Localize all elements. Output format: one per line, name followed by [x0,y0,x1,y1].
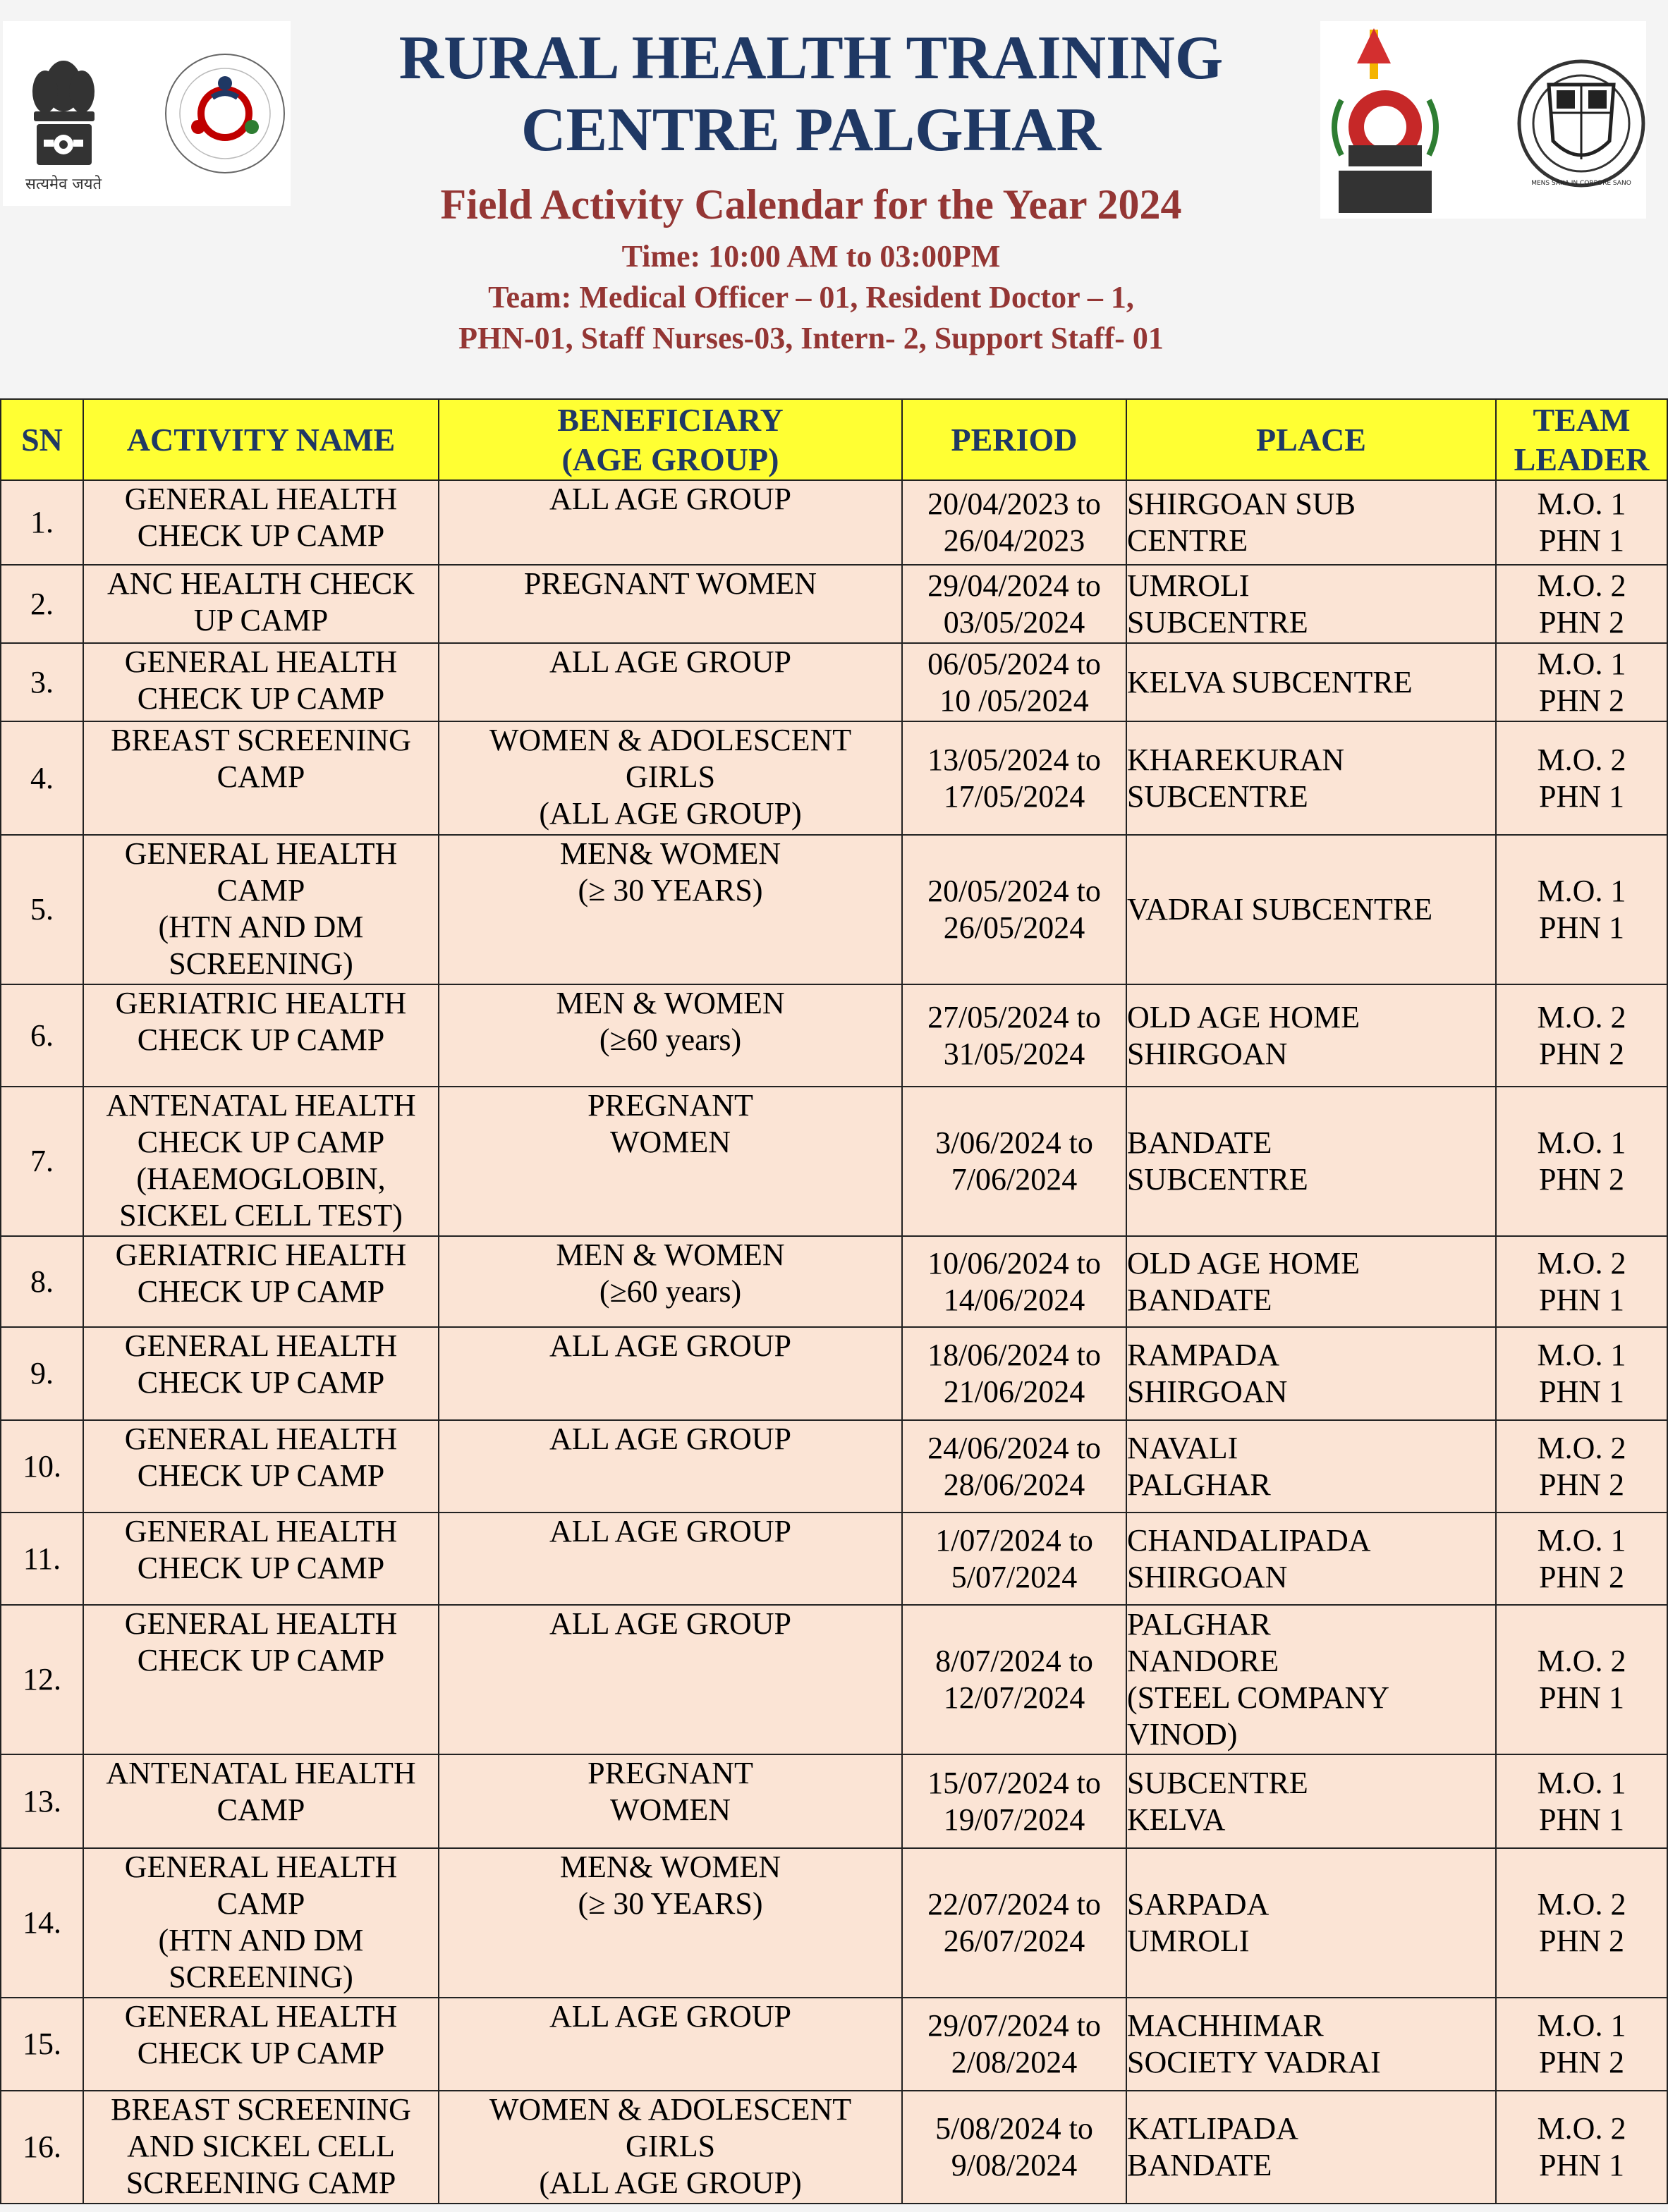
time-line: Time: 10:00 AM to 03:00PM [621,239,1001,274]
row-period: 1/07/2024 to 5/07/2024 [902,1513,1126,1605]
row-sn: 11. [1,1513,83,1605]
row-sn: 1. [1,480,83,565]
table-row [1,721,1667,835]
row-beneficiary: WOMEN & ADOLESCENT GIRLS (ALL AGE GROUP) [439,721,902,835]
table-row [1,1605,1667,1754]
row-period: 27/05/2024 to 31/05/2024 [902,984,1126,1087]
row-period: 3/06/2024 to 7/06/2024 [902,1087,1126,1236]
row-beneficiary: ALL AGE GROUP [439,1998,902,2091]
row-activity: BREAST SCREENING CAMP [83,721,439,835]
row-period: 10/06/2024 to 14/06/2024 [902,1236,1126,1327]
table-row [1,1513,1667,1605]
table-row [1,2091,1667,2204]
table-row [1,1754,1667,1848]
calendar-subtitle: Field Activity Calendar for the Year 2024 [440,181,1182,228]
row-team-leader: M.O. 1 PHN 1 [1496,1327,1667,1420]
title-line-2: CENTRE PALGHAR [521,96,1102,164]
row-sn: 16. [1,2091,83,2204]
row-place: OLD AGE HOME BANDATE [1126,1236,1496,1327]
row-beneficiary: ALL AGE GROUP [439,1420,902,1513]
row-activity: GERIATRIC HEALTH CHECK UP CAMP [83,984,439,1087]
row-place: KELVA SUBCENTRE [1126,643,1496,721]
table-row [1,1420,1667,1513]
row-place: SUBCENTRE KELVA [1126,1754,1496,1848]
title-line-1: RURAL HEALTH TRAINING [398,24,1224,92]
row-team-leader: M.O. 2 PHN 1 [1496,1236,1667,1327]
row-activity: ANTENATAL HEALTH CHECK UP CAMP (HAEMOGLOBIN, SICKEL CELL TEST) [83,1087,439,1236]
table-row [1,1087,1667,1236]
row-team-leader: M.O. 1 PHN 2 [1496,1998,1667,2091]
national-emblem-logo [3,21,291,206]
row-team-leader: M.O. 1 PHN 2 [1496,1513,1667,1605]
row-sn: 13. [1,1754,83,1848]
header-team-leader: TEAM LEADER [1496,399,1667,480]
row-activity: GENERAL HEALTH CHECK UP CAMP [83,1420,439,1513]
row-beneficiary: WOMEN & ADOLESCENT GIRLS (ALL AGE GROUP) [439,2091,902,2204]
row-sn: 15. [1,1998,83,2091]
page-title [310,23,1312,166]
row-beneficiary: ALL AGE GROUP [439,480,902,565]
row-sn: 7. [1,1087,83,1236]
row-team-leader: M.O. 2 PHN 2 [1496,984,1667,1087]
row-team-leader: M.O. 2 PHN 1 [1496,1605,1667,1754]
row-activity: GENERAL HEALTH CHECK UP CAMP [83,1513,439,1605]
row-place: SARPADA UMROLI [1126,1848,1496,1998]
row-sn: 3. [1,643,83,721]
emblem-caption: सत्यमेव जयते [25,176,102,193]
row-team-leader: M.O. 2 PHN 2 [1496,1420,1667,1513]
row-period: 13/05/2024 to 17/05/2024 [902,721,1126,835]
table-row [1,1998,1667,2091]
row-place: KATLIPADA BANDATE [1126,2091,1496,2204]
row-place: NAVALI PALGHAR [1126,1420,1496,1513]
crest-logo-icon [1327,21,1440,219]
table-row [1,984,1667,1087]
row-beneficiary: MEN& WOMEN (≥ 30 YEARS) [439,835,902,984]
row-beneficiary: ALL AGE GROUP [439,643,902,721]
row-beneficiary: PREGNANT WOMEN [439,1754,902,1848]
table-row [1,1236,1667,1327]
row-sn: 12. [1,1605,83,1754]
row-period: 24/06/2024 to 28/06/2024 [902,1420,1126,1513]
row-period: 06/05/2024 to 10 /05/2024 [902,643,1126,721]
header-activity: ACTIVITY NAME [83,399,439,480]
document-header [0,0,1668,395]
row-activity: GENERAL HEALTH CHECK UP CAMP [83,1327,439,1420]
team-info [310,236,1312,359]
row-place: CHANDALIPADA SHIRGOAN [1126,1513,1496,1605]
table-row [1,480,1667,565]
row-place: MACHHIMAR SOCIETY VADRAI [1126,1998,1496,2091]
row-team-leader: M.O. 2 PHN 1 [1496,2091,1667,2204]
row-place: BANDATE SUBCENTRE [1126,1087,1496,1236]
row-place: UMROLI SUBCENTRE [1126,565,1496,643]
row-beneficiary: ALL AGE GROUP [439,1327,902,1420]
row-period: 15/07/2024 to 19/07/2024 [902,1754,1126,1848]
row-period: 29/04/2024 to 03/05/2024 [902,565,1126,643]
row-activity: BREAST SCREENING AND SICKEL CELL SCREENING CAMP [83,2091,439,2204]
row-place: RAMPADA SHIRGOAN [1126,1327,1496,1420]
row-sn: 9. [1,1327,83,1420]
row-activity: GENERAL HEALTH CAMP (HTN AND DM SCREENING) [83,1848,439,1998]
row-period: 8/07/2024 to 12/07/2024 [902,1605,1126,1754]
row-period: 18/06/2024 to 21/06/2024 [902,1327,1126,1420]
row-team-leader: M.O. 1 PHN 1 [1496,1754,1667,1848]
row-activity: GENERAL HEALTH CHECK UP CAMP [83,1605,439,1754]
school-crest-icon [1519,61,1643,187]
table-row [1,835,1667,984]
row-period: 29/07/2024 to 2/08/2024 [902,1998,1126,2091]
header-beneficiary: BENEFICIARY (AGE GROUP) [439,399,902,480]
team-line-2: PHN-01, Staff Nurses-03, Intern- 2, Support Staff- 01 [458,321,1164,355]
row-sn: 6. [1,984,83,1087]
row-place: SHIRGOAN SUB CENTRE [1126,480,1496,565]
row-sn: 5. [1,835,83,984]
row-sn: 8. [1,1236,83,1327]
row-team-leader: M.O. 2 PHN 2 [1496,1848,1667,1998]
row-beneficiary: MEN & WOMEN (≥60 years) [439,984,902,1087]
row-sn: 4. [1,721,83,835]
row-team-leader: M.O. 1 PHN 2 [1496,643,1667,721]
row-place: PALGHAR NANDORE (STEEL COMPANY VINOD) [1126,1605,1496,1754]
row-place: KHAREKURAN SUBCENTRE [1126,721,1496,835]
row-team-leader: M.O. 1 PHN 2 [1496,1087,1667,1236]
row-beneficiary: MEN& WOMEN (≥ 30 YEARS) [439,1848,902,1998]
row-beneficiary: PREGNANT WOMEN [439,565,902,643]
row-period: 5/08/2024 to 9/08/2024 [902,2091,1126,2204]
row-period: 20/05/2024 to 26/05/2024 [902,835,1126,984]
row-place: VADRAI SUBCENTRE [1126,835,1496,984]
header-place: PLACE [1126,399,1496,480]
row-activity: GENERAL HEALTH CHECK UP CAMP [83,1998,439,2091]
table-row [1,1848,1667,1998]
table-row [1,565,1667,643]
rhtc-logo-icon [166,54,284,173]
row-period: 22/07/2024 to 26/07/2024 [902,1848,1126,1998]
team-line-1: Team: Medical Officer – 01, Resident Doctor – 1, [488,280,1134,314]
school-crest-motto: MENS SANA IN CORPORE SANO [1531,180,1631,187]
row-beneficiary: ALL AGE GROUP [439,1513,902,1605]
row-team-leader: M.O. 2 PHN 2 [1496,565,1667,643]
row-place: OLD AGE HOME SHIRGOAN [1126,984,1496,1087]
row-activity: GENERAL HEALTH CHECK UP CAMP [83,480,439,565]
table-body [1,480,1667,2204]
row-sn: 10. [1,1420,83,1513]
row-team-leader: M.O. 1 PHN 1 [1496,480,1667,565]
row-team-leader: M.O. 2 PHN 1 [1496,721,1667,835]
row-activity: GERIATRIC HEALTH CHECK UP CAMP [83,1236,439,1327]
field-activity-table [0,398,1668,2204]
row-beneficiary: ALL AGE GROUP [439,1605,902,1754]
row-sn: 14. [1,1848,83,1998]
row-activity: ANTENATAL HEALTH CAMP [83,1754,439,1848]
row-activity: ANC HEALTH CHECK UP CAMP [83,565,439,643]
row-beneficiary: MEN & WOMEN (≥60 years) [439,1236,902,1327]
row-period: 20/04/2023 to 26/04/2023 [902,480,1126,565]
row-activity: GENERAL HEALTH CHECK UP CAMP [83,643,439,721]
row-beneficiary: PREGNANT WOMEN [439,1087,902,1236]
row-sn: 2. [1,565,83,643]
table-row [1,1327,1667,1420]
table-header-row [1,399,1667,480]
header-sn: SN [1,399,83,480]
ashoka-emblem-icon [3,21,291,206]
row-team-leader: M.O. 1 PHN 1 [1496,835,1667,984]
table-row [1,643,1667,721]
college-logos [1320,21,1646,219]
row-activity: GENERAL HEALTH CAMP (HTN AND DM SCREENING) [83,835,439,984]
header-period: PERIOD [902,399,1126,480]
